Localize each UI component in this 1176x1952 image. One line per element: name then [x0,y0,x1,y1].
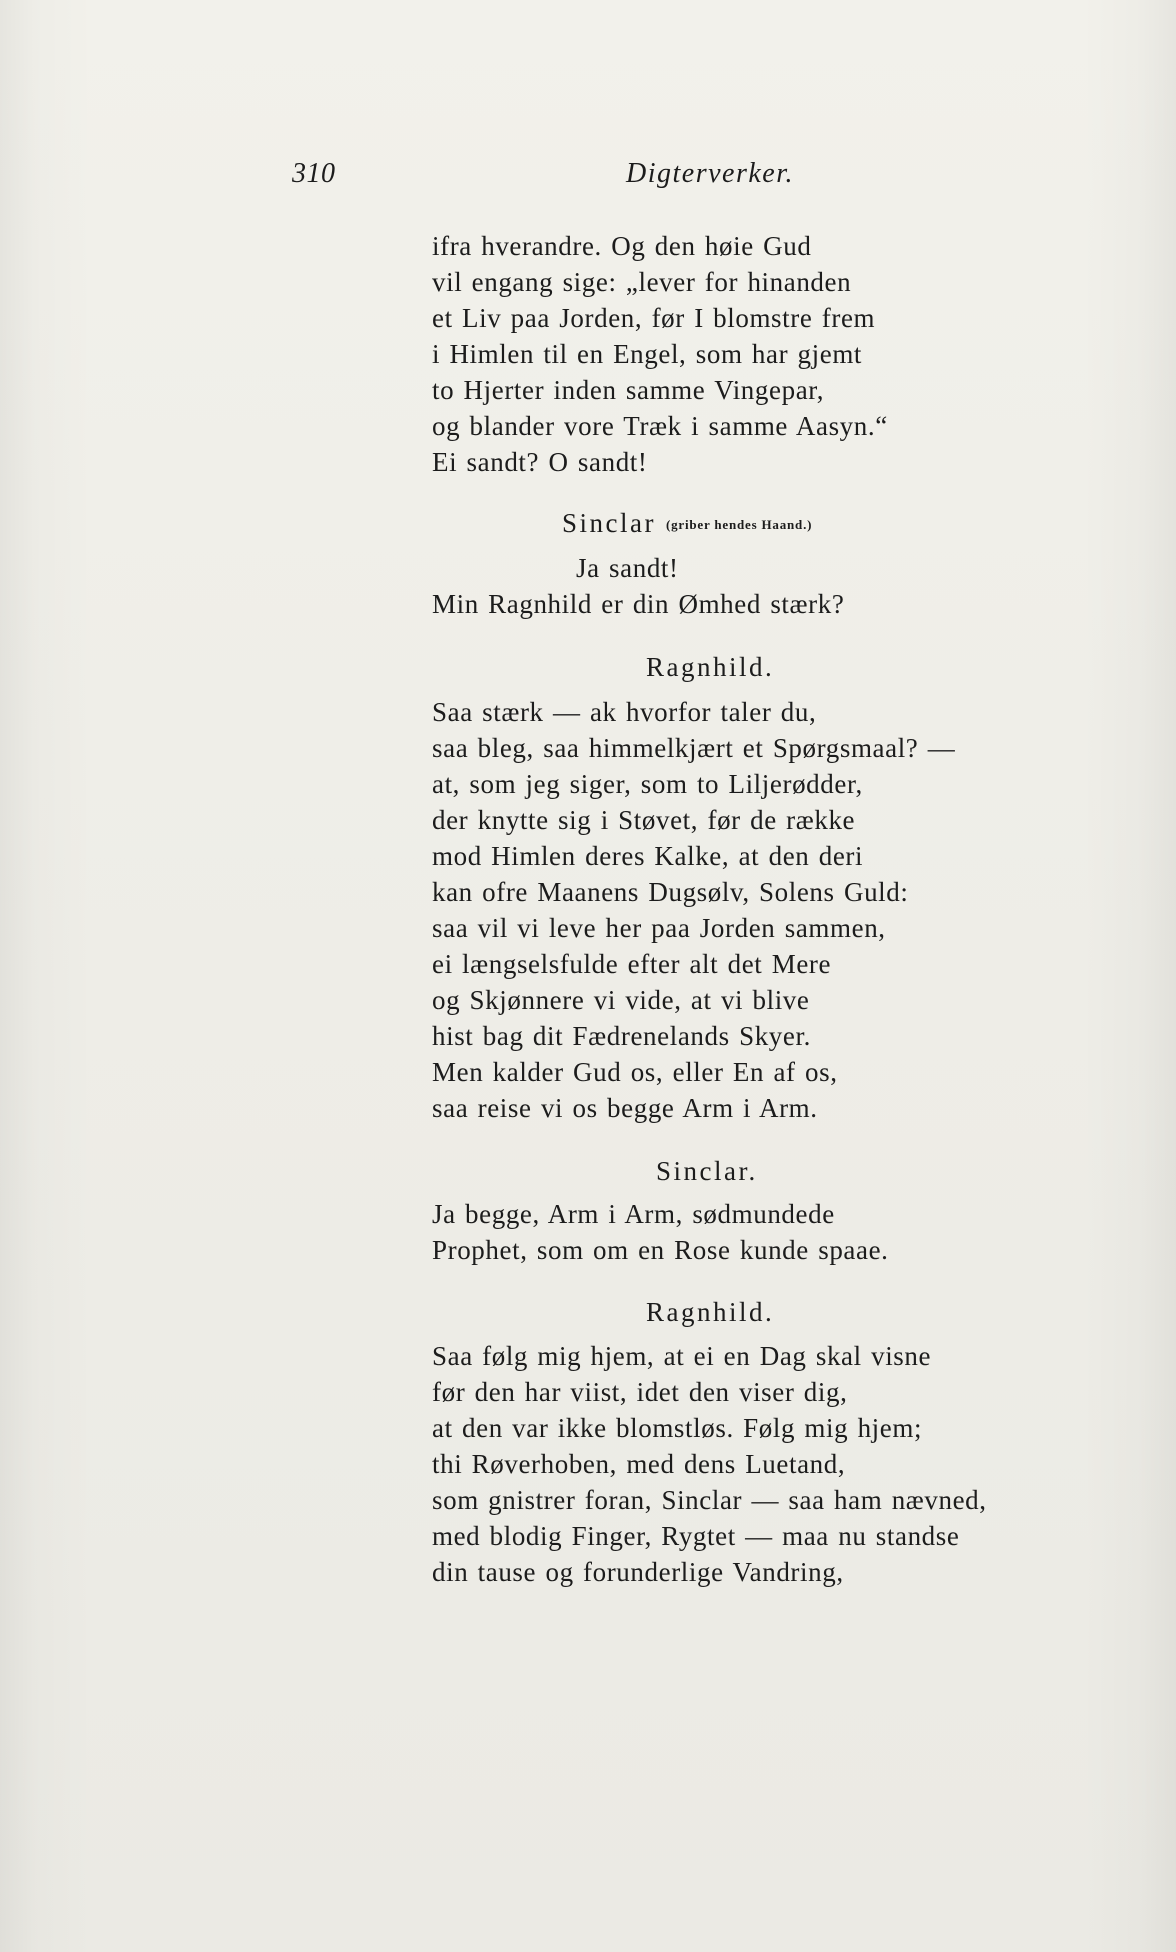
verse-line: to Hjerter inden samme Vingepar, [432,375,825,405]
verse-block-5 [432,1338,1112,1590]
verse-line: Saa stærk — ak hvorfor taler du, [432,697,817,727]
verse-line: og Skjønnere vi vide, at vi blive [432,985,810,1015]
page-number: 310 [292,158,336,189]
verse-line: Min Ragnhild er din Ømhed stærk? [432,589,845,619]
verse-block-4 [432,1196,1112,1268]
verse-line: mod Himlen deres Kalke, at den deri [432,841,864,871]
verse-line: hist bag dit Fædrenelands Skyer. [432,1021,811,1051]
verse-line: thi Røverhoben, med dens Luetand, [432,1449,846,1479]
speaker-heading [656,1156,758,1187]
verse-line: Men kalder Gud os, eller En af os, [432,1057,838,1087]
verse-block-3 [432,694,1112,1126]
verse-line: Ja sandt! [576,553,679,583]
verse-line: Ei sandt? O sandt! [432,447,648,477]
verse-line: vil engang sige: „lever for hinanden [432,267,852,297]
speaker-heading [562,508,812,539]
verse-line: før den har viist, idet den viser dig, [432,1377,848,1407]
page-header [0,158,1176,198]
verse-line: Prophet, som om en Rose kunde spaae. [432,1235,889,1265]
verse-line: at den var ikke blomstløs. Følg mig hjem; [432,1413,923,1443]
stage-direction: (griber hendes Haand.) [665,517,813,532]
verse-line: Ja begge, Arm i Arm, sødmundede [432,1199,835,1229]
verse-line: din tause og forunderlige Vandring, [432,1557,844,1587]
verse-line: som gnistrer foran, Sinclar — saa ham nævned, [432,1485,987,1515]
verse-line: saa vil vi leve her paa Jorden sammen, [432,913,886,943]
speaker-heading [646,1297,774,1328]
verse-line: ifra hverandre. Og den høie Gud [432,231,812,261]
verse-line: saa bleg, saa himmelkjært et Spørgsmaal? — [432,733,956,763]
verse-line: og blander vore Træk i samme Aasyn.“ [432,411,888,441]
verse-line: der knytte sig i Støvet, før de række [432,805,856,835]
verse-line: et Liv paa Jorden, før I blomstre frem [432,303,876,333]
verse-line: at, som jeg siger, som to Liljerødder, [432,769,863,799]
verse-line: ei længselsfulde efter alt det Mere [432,949,832,979]
speaker-name: Ragnhild. [646,652,775,682]
speaker-name: Ragnhild. [646,1297,775,1327]
verse-line: saa reise vi os begge Arm i Arm. [432,1093,818,1123]
running-title: Digterverker. [626,158,795,189]
verse-line: med blodig Finger, Rygtet — maa nu standse [432,1521,960,1551]
speaker-name: Sinclar. [656,1156,758,1186]
verse-block-1 [432,228,1112,480]
verse-line: kan ofre Maanens Dugsølv, Solens Guld: [432,877,909,907]
verse-block-2 [432,550,1112,622]
verse-line: Saa følg mig hjem, at ei en Dag skal visne [432,1341,932,1371]
speaker-heading [646,652,774,683]
speaker-name: Sinclar [562,508,656,538]
verse-line: i Himlen til en Engel, som har gjemt [432,339,863,369]
